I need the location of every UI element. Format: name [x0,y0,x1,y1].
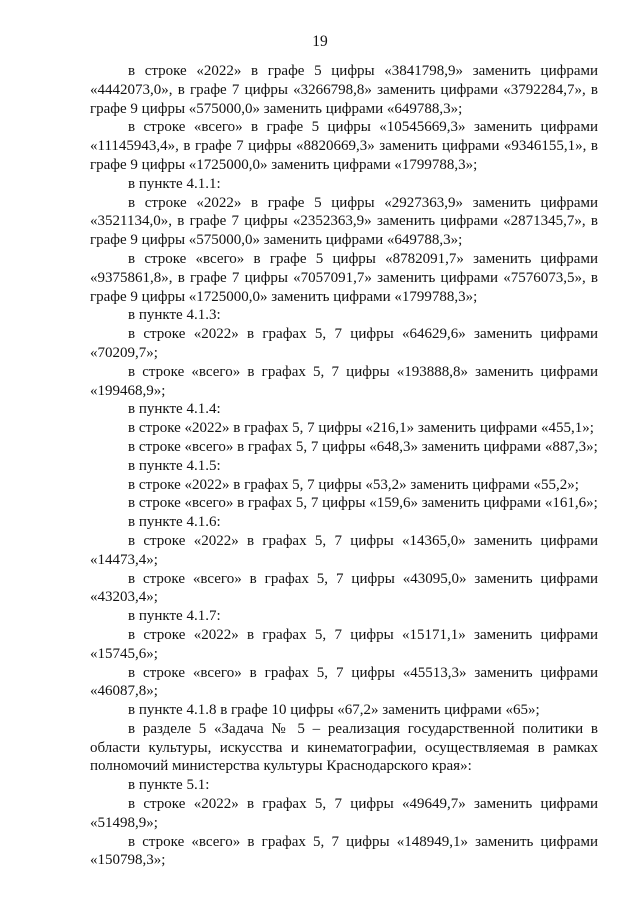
paragraph: в пункте 4.1.8 в графе 10 цифры «67,2» заменить цифрами «65»; [128,702,540,719]
paragraph: в пункте 4.1.3: [128,307,221,324]
paragraph: в строке «2022» в графах 5, 7 цифры «49649,7» заменить цифрами «51498,9»; [90,796,598,831]
paragraph: в пункте 5.1: [128,777,210,794]
paragraph: в пункте 4.1.1: [128,175,221,192]
paragraph: в строке «2022» в графе 5 цифры «3841798,9» заменить цифрами «4442073,0», в графе 7 цифры «3266798,8» заменить цифрами «3792284,7», в графе 9 цифры «575000,0» заменить цифрами «649788,3»; [90,63,598,117]
document-body [90,62,598,870]
paragraph: в строке «всего» в графах 5, 7 цифры «159,6» заменить цифрами «161,6»; [128,495,598,512]
paragraph: в пункте 4.1.5: [128,457,221,474]
paragraph: в строке «2022» в графах 5, 7 цифры «53,2» заменить цифрами «55,2»; [128,476,579,493]
paragraph: в строке «2022» в графах 5, 7 цифры «15171,1» заменить цифрами «15745,6»; [90,626,598,662]
paragraph: в строке «2022» в графах 5, 7 цифры «14365,0» заменить цифрами «14473,4»; [90,532,598,568]
paragraph: в строке «2022» в графах 5, 7 цифры «64629,6» заменить цифрами «70209,7»; [90,326,598,361]
paragraph: в разделе 5 «Задача № 5 – реализация государственной политики в области культуры, искусства и кинематографии, осуществляемая в рамках полномочий министерства культуры Краснодарского края»: [90,720,598,775]
paragraph: в строке «всего» в графах 5, 7 цифры «193888,8» заменить цифрами «199468,9»; [90,363,598,399]
paragraph: в строке «2022» в графах 5, 7 цифры «216,1» заменить цифрами «455,1»; [128,420,594,437]
page-number: 19 [312,33,328,50]
paragraph: в пункте 4.1.4: [128,401,221,418]
paragraph: в строке «2022» в графе 5 цифры «2927363,9» заменить цифрами «3521134,0», в графе 7 цифры «2352363,9» заменить цифрами «2871345,7», в графе 9 цифры «575000,0» заменить цифрами «649788,3»; [90,194,598,249]
paragraph: в строке «всего» в графах 5, 7 цифры «148949,1» заменить цифрами «150798,3»; [90,833,598,869]
paragraph: в строке «всего» в графах 5, 7 цифры «43095,0» заменить цифрами «43203,4»; [90,570,598,606]
paragraph: в пункте 4.1.6: [128,514,221,531]
paragraph: в строке «всего» в графах 5, 7 цифры «648,3» заменить цифрами «887,3»; [128,438,598,455]
paragraph: в пункте 4.1.7: [128,608,221,625]
paragraph: в строке «всего» в графах 5, 7 цифры «45513,3» заменить цифрами «46087,8»; [90,664,598,700]
paragraph: в строке «всего» в графе 5 цифры «8782091,7» заменить цифрами «9375861,8», в графе 7 цифры «7057091,7» заменить цифрами «7576073,5», в графе 9 цифры «1725000,0» заменить цифрами «1799788,3»; [90,250,598,305]
paragraph: в строке «всего» в графе 5 цифры «10545669,3» заменить цифрами «11145943,4», в графе 7 цифры «8820669,3» заменить цифрами «9346155,1», в графе 9 цифры «1725000,0» заменить цифрами «1799788,3»; [90,119,598,173]
